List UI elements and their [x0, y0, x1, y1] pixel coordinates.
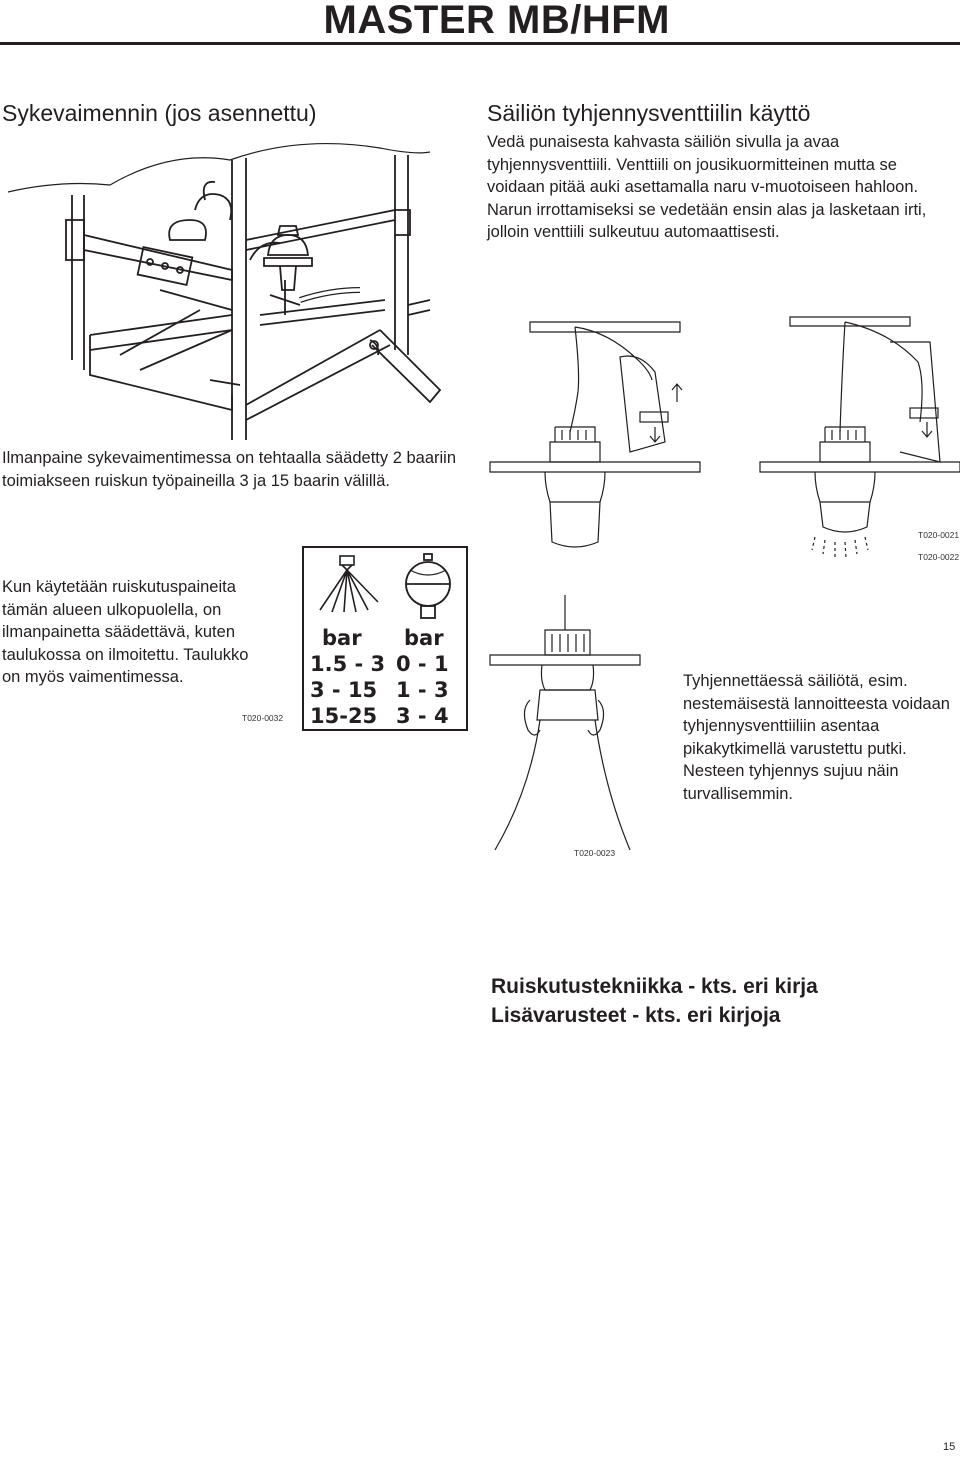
table-header-damper: bar	[404, 626, 444, 650]
sprayer-frame-illustration	[0, 140, 470, 440]
table-cell: 1 - 3	[396, 678, 449, 702]
quick-coupling-illustration	[490, 590, 670, 860]
section-heading-pulsation-damper: Sykevaimennin (jos asennettu)	[2, 100, 317, 126]
damper-icon	[400, 554, 456, 620]
nozzle-icon	[312, 554, 382, 614]
reference-accessories: Lisävarusteet - kts. eri kirjoja	[491, 1004, 781, 1027]
figure-code: T020-0023	[574, 848, 616, 858]
drain-valve-illustration	[490, 312, 960, 572]
paragraph-adjust-pressure: Kun käytetään ruiskutuspaineita tämän alueen ulkopuolella, on ilmanpainetta säädettävä, kuten taulukossa on ilmoitettu. Taulukko on myös vaimentimessa.	[2, 578, 249, 686]
figure-code: T020-0032	[242, 713, 284, 723]
paragraph-damper-pressure: Ilmanpaine sykevaimentimessa on tehtaalla säädetty 2 baariin toimiakseen ruiskun työpaineilla 3 ja 15 baarin välillä.	[2, 449, 457, 490]
table-header-spray: bar	[322, 626, 362, 650]
section-heading-drain-valve: Säiliön tyhjennysventtiilin käyttö	[487, 100, 811, 126]
figure-code: T020-0022	[918, 552, 960, 562]
table-cell: 3 - 15	[310, 678, 378, 702]
paragraph-quick-coupling: Tyhjennettäessä säiliötä, esim. nestemäisestä lannoitteesta voidaan tyhjennysventtiiliin asentaa pikakytkimellä varustettu putki. Nesteen tyhjennys sujuu näin turvallisemmin.	[683, 672, 950, 803]
table-cell: 3 - 4	[396, 704, 449, 728]
table-cell: 15-25	[310, 704, 378, 728]
table-cell: 1.5 - 3	[310, 652, 386, 676]
table-cell: 0 - 1	[396, 652, 449, 676]
page-number: 15	[943, 1441, 956, 1453]
document-title: MASTER MB/HFM	[323, 0, 670, 42]
reference-spray-technique: Ruiskutustekniikka - kts. eri kirja	[491, 975, 818, 998]
pressure-table	[302, 546, 468, 731]
paragraph-drain-valve: Vedä punaisesta kahvasta säiliön sivulla ja avaa tyhjennysventtiili. Venttiili on jousikuormitteinen mutta se voidaan pitää auki asettamalla naru v-muotoiseen hahloon. Narun irrottamiseksi se vedetään ensin alas ja lasketaan irti, jolloin venttiili sulkeutuu automaattisesti.	[487, 133, 927, 241]
figure-code: T020-0021	[918, 530, 960, 540]
